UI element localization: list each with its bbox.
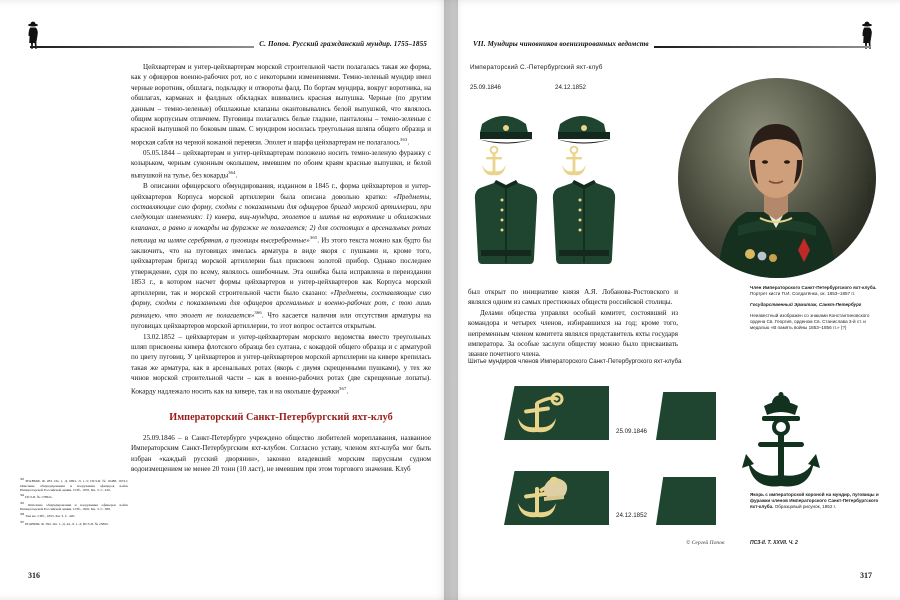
footnote-number: 365 [20, 501, 25, 505]
caption-title: Член Императорского Санкт-Петербургского яхт-клуба. [750, 285, 877, 290]
running-head-rule [654, 46, 870, 48]
right-continued-text [468, 287, 678, 360]
cap-figure-2 [556, 116, 612, 144]
left-running-head-text: С. Попов. Русский гражданский мундир. 1755–1855 [259, 39, 427, 48]
portrait-illustration [678, 78, 876, 278]
continued-paragraph-1: был открыт по инициативе князя А.Я. Лобанова-Ростовского и являлся одним из самых престижных обществ российской столицы. [468, 288, 678, 307]
paragraph-1852: 13.02.1852 – цейхвартерам и унтер-цейхвартерам морского ведомства вместо треугольных шляп присвоены кивера флотского образца без султана, с кокардой общего образца и с арматурой по цвету пуговиц. У цейхвартеров и унтер-цейхвартеров морской артиллерии на кивере крепилась такая же арматура, как в арсенальных ротах (якорь с двумя скрещенными пушками), у тех же чинов морской строительной части – как в военно-рабочих ротах (две скрещенные лопаты). Кокарду надлежало носить как на кивере, так и на околыше фуражки$^{367}$. [131, 332, 431, 395]
footnote-ref-365[interactable]: 365 [309, 235, 318, 241]
embroidery-patch-4 [656, 477, 716, 525]
source-reference: ПСЗ-II. Т. XXVII. Ч. 2 [750, 540, 798, 546]
footnote-item [20, 502, 128, 512]
footnote-ref-367[interactable]: 367 [339, 385, 347, 391]
running-head-rule [30, 46, 254, 48]
anchor-caption [750, 492, 883, 510]
continued-paragraph-2: Делами общества управлял особый комитет, состоявший из командора и четырех членов, избиравшихся на год; кроме того, непременным членом комитета являлся представитель яхты государя императора. За особые заслуги обществу можно было присваивать звание почетного члена. [468, 308, 678, 359]
left-main-text-column [131, 62, 431, 474]
left-running-head [30, 28, 432, 50]
footnote-number: 364 [20, 494, 25, 498]
right-page-number: 317 [860, 571, 872, 580]
section-title-yacht-club: Императорский Санкт-Петербургский яхт-клуб [169, 412, 393, 424]
embroidery-patch-2 [656, 392, 716, 440]
paragraph-after-quote-1: Из этого текста можно как будто бы заключить, что на пуговицах имелась арматура в виде якоря с пушками и, кроме того, цейхвартерам бригад морской артиллерии был присвоен золотой прибор. Однако последнее утверждение, судя по всему, являлось ошибочным. Эта ошибка была исправлена в переиздании 1853 г., в котором насчет формы цейхвартеров и унтер-цейхвартеров как Корпуса морской артиллерии, так и морской строительной части было сказано: [131, 236, 431, 297]
embroidery-section-title: Шитье мундиров членов Императорского Санкт-Петербургского яхт-клуба [468, 358, 682, 365]
footnote-text: Там же. СПб., 1855. Кн. 3. С. 420. [25, 514, 76, 519]
embroidery-samples [464, 372, 679, 547]
paragraph-2: 05.05.1844 – цейхвартерам и унтер-цейхвартерам положено носить темно-зеленую фуражку с козырьком, черным суконным околышем, имевшим по обоим краям красные выпушки, и белой выпушкой на тулье, без кокарды$^{364}$. [131, 148, 431, 180]
anchor-icon [518, 394, 562, 432]
footnote-text: ПСЗ-II. № 17882а. [25, 495, 53, 500]
plate-title: Императорский С.-Петербургский яхт-клуб [470, 64, 603, 71]
caption-credit: Государственный Эрмитаж, Санкт-Петербург [750, 302, 862, 308]
paragraph-after-quote-2: Что касается наличия или отсутствия арматуры на пуговицах цейхвартеров морской артиллерии, то этот вопрос остается открытым. [131, 311, 431, 331]
anchor-emblem-1 [482, 147, 506, 176]
copyright-notice: © Сергей Попов [686, 540, 725, 546]
right-page [450, 0, 900, 600]
portrait-oval-frame [678, 78, 876, 278]
embroidery-patch-3 [504, 471, 609, 525]
paragraph-3: В описании офицерского обмундирования, изданном в 1845 г., форма цейхвартеров и унтер-цейхвартеров Корпуса морской артиллерии была описана довольно кратко: «Предметы, составляющие сию форму, сходны с показанными для офицеров бригад морской артиллерии, при следующих изменениях: 1) кивера, виц-мундира, эполетов и шитья на воротнике и обшлажных клапанах, а равно и кокарды на фуражке не полагается; 2) для состоящих в арсенальных ротах петлица на шляпе серебряная, а пуговицы высеребренные»$^{365}$. Из этого текста можно как будто бы заключить, что на пуговицах имелась арматура в виде якоря с пушками и, кроме того, цейхвартерам бригад морской артиллерии был присвоен золотой прибор. Однако последнее утверждение, судя по всему, являлось ошибочным. Эта ошибка была исправлена в переиздании 1853 г., в котором насчет формы цейхвартеров и унтер-цейхвартеров как Корпуса морской артиллерии, так и морской строительной части было сказано: «Предметы, составляющие сию форму, сходны с показанными для офицеров арсенальных и военно-рабочих рот, с тою лишь разницею, что эполет не полагается»$^{366}$. Что касается наличия или отсутствия арматуры на пуговицах цейхвартеров морской артиллерии, то этот вопрос остается открытым. [131, 182, 432, 331]
footnote-ref-364[interactable]: 364 [228, 170, 236, 176]
footnote-item [20, 478, 128, 493]
paragraph-1: Цейхвартерам и унтер-цейхвартерам морской строительной части полагалась такая же форма, как у офицеров военно-рабочих рот, но с некоторыми изменениями. Темно-зеленый мундир имел черные воротник, обшлага, подкладку и отвороты фалд. По бортам мундира, вокруг воротника, на обшлагах, карманах и фалдных обкладках вшивались красная выпушка. Черные (по другим данным – темно-зеленые) обшлажные клапаны окантовывались белой выпушкой, что являлось общим корпусным отличием. Пуговицы полагались белые гладкие, панталоны – темно-зеленые с красной выпушкой по боковым швам. С мундиром носилась треугольная шляпа общего образца и морская сабля на черной кожаной перевязи. Эполет и шарфа цейхвартерам не полагалось$^{363}$. [131, 63, 431, 147]
right-running-head [468, 28, 870, 50]
left-page-number: 316 [28, 571, 40, 580]
cap-figure-1 [478, 116, 534, 144]
portrait-signature: © Сергей Попов [866, 174, 872, 213]
anchor-with-imperial-crown-illustration [738, 392, 824, 502]
footnote-number: 363 [20, 478, 25, 481]
footnotes-block [20, 478, 128, 528]
footnote-text: РГАВМФ. Ф. 283. Оп. 1. Д. 6891. Л. 1–5; ПСЗ-II. № 16488, 16741; Описание обмундирования и вооружения офицеров войск Императорской Российской армии. СПб., 1855. Кн. 3. С. 420. [20, 479, 129, 493]
footnote-item [20, 513, 128, 519]
footnote-ref-366[interactable]: 366 [254, 310, 262, 316]
footnote-item [20, 521, 128, 527]
plate-date-2: 24.12.1852 [555, 84, 586, 91]
footnote-text: РГАВМФ. Ф. 392. Оп. 1. Д. 44. Л. 1–4; ПСЗ-II. № 25892. [25, 521, 109, 526]
uniform-coat-1 [475, 180, 537, 264]
embroidery-patch-date-1: 25.09.1846 [616, 428, 647, 435]
anchor-emblem-2 [562, 147, 586, 176]
plate-date-1: 25.09.1846 [470, 84, 501, 91]
caption-detail: Образцовый рисунок, 1852 г. [773, 504, 837, 510]
caption-note: Неизвестный изображен со знаками Константиновского ордена Св. Георгия, орденом Св. Станислава 3-й ст. и медалью «В память войны 1853–1856 гг.» (?) [750, 313, 870, 331]
footnote-number: 366 [20, 513, 25, 517]
paragraph-yacht-club: 25.09.1846 – в Санкт-Петербурге учреждено общество любителей мореплавания, названное Императорским Санкт-Петербургским яхт-клубом. Согласно уставу, членом яхт-клуба мог быть избран «каждый русский дворянин», законно владевший морским парусным судном водоизмещением не менее 20 тонн (10 ласт), не имевшим при этом торгового значения. Клуб [131, 433, 431, 473]
plate-dates [470, 84, 680, 91]
footnote-ref-363[interactable]: 363 [400, 136, 408, 142]
uniform-illustrations [464, 100, 679, 285]
uniform-coat-2 [553, 180, 615, 264]
anchor-crown-icon [742, 392, 820, 486]
caption-detail: Портрет кисти П.И. Солдатёнка, ок. 1853–1857 гг. [750, 291, 856, 297]
footnote-text: Описание обмундирования и вооружения офицеров войск Императорской Российской армии. СПб., 1845. Кн. 3. С. 388. [20, 502, 129, 512]
footnote-item [20, 494, 128, 500]
right-running-head-text: VII. Мундиры чиновников военизированных ведомств [473, 39, 649, 48]
quote-2: «Предметы, составляющие сию форму, сходны с показанными для офицеров арсенальных и военно-рабочих рот, с тою лишь разницею, что эполет не полагается» [131, 288, 432, 320]
portrait-caption [750, 285, 883, 332]
quote-1: «Предметы, составляющие сию форму, сходны с показанными для офицеров бригад морской артиллерии, при следующих изменениях: 1) кивера, виц-мундира, эполетов и шитья на воротнике и обшлажных клапанах, а равно и кокарды на фуражке не полагается; 2) для состоящих в арсенальных ротах петлица на шляпе серебряная, а пуговицы высеребренные» [131, 192, 431, 245]
embroidery-patch-date-2: 24.12.1852 [616, 512, 647, 519]
footnote-number: 367 [20, 520, 25, 524]
embroidery-patch-1 [504, 386, 609, 440]
caption-title: Якорь с императорской короной на мундир, пуговицы и фуражки членов Императорского Санкт-Петербургского яхт-клуба. [750, 492, 879, 510]
anchor-with-crown-icon [518, 477, 567, 517]
